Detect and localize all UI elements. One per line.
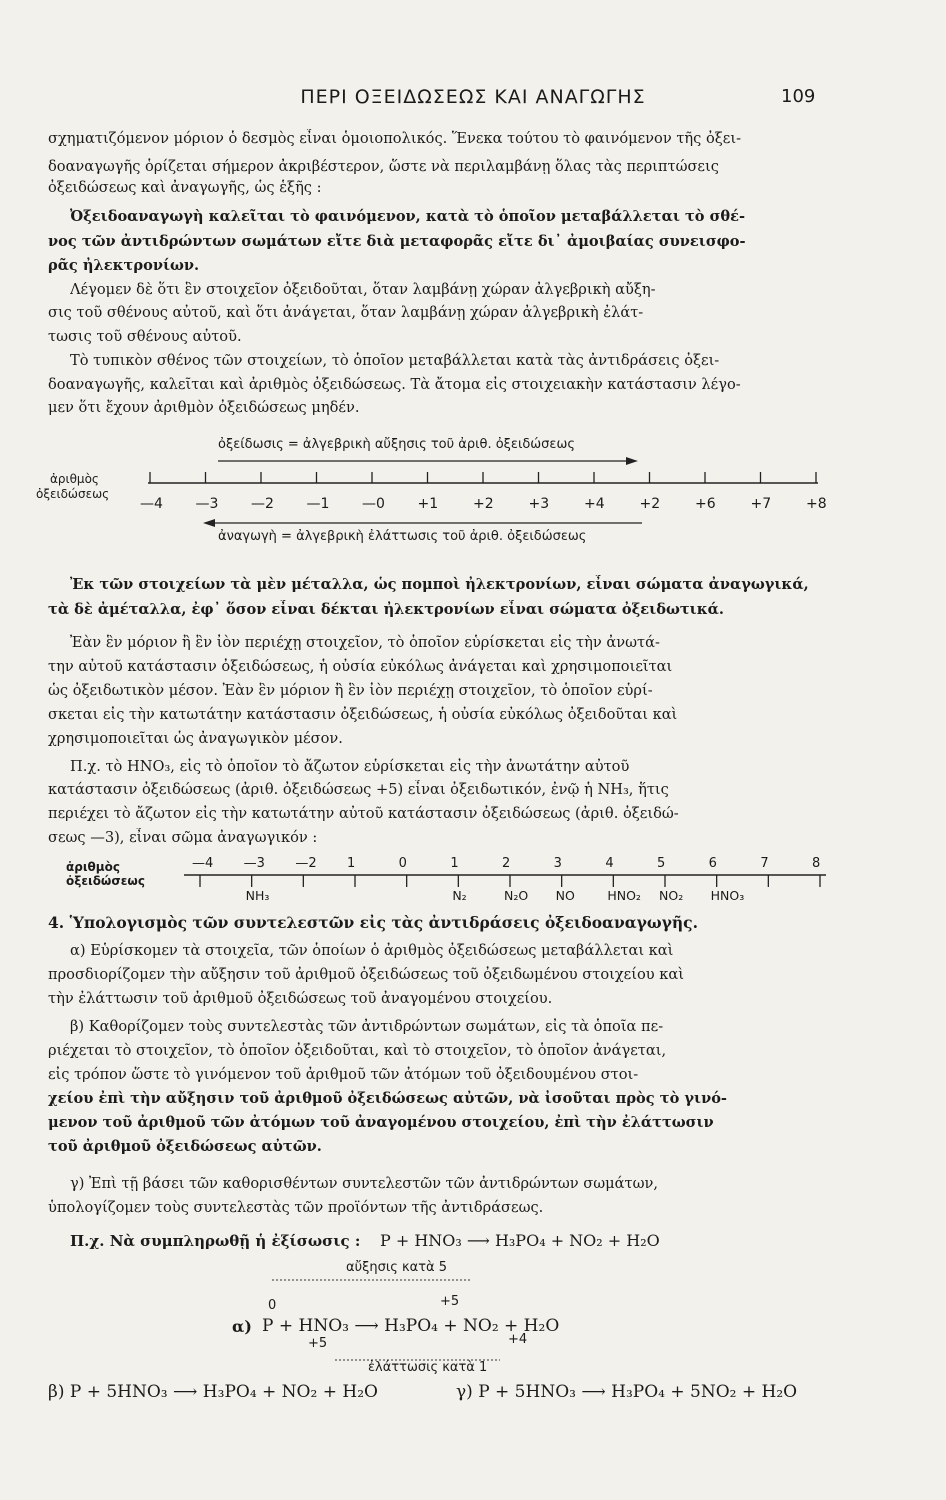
oxidation-caption: ὀξείδωσις = ἀλγεβρικὴ αὔξησις τοῦ ἀριθ. ὀξειδώσεως xyxy=(218,437,575,452)
scale-tick-label: —0 xyxy=(362,496,385,512)
step-c-line: ὑπολογίζομεν τοὺς συντελεστὰς τῶν προϊόντων τῆς ἀντιδράσεως. xyxy=(48,1199,544,1216)
scale2-label-1: ἀριθμὸς xyxy=(66,860,120,874)
example-line: περιέχει τὸ ἄζωτον εἰς τὴν κατωτάτην αὐτοῦ κατάστασιν ὀξειδώσεως (ἀριθ. ὀξειδώ- xyxy=(48,805,679,822)
scale-tick-label: +8 xyxy=(806,496,827,512)
agents-line: Ἐὰν ἓν μόριον ἢ ἓν ἰὸν περιέχῃ στοιχεῖον, τὸ ὁποῖον εὑρίσκεται εἰς τὴν ἀνωτά- xyxy=(70,634,660,651)
section-heading: 4. Ὑπολογισμὸς τῶν συντελεστῶν εἰς τὰς ἀντιδράσεις ὀξειδοαναγωγῆς. xyxy=(48,913,698,932)
scale-tick-label: —1 xyxy=(306,496,330,512)
agents-line: χρησιμοποιεῖται ὡς ἀναγωγικὸν μέσον. xyxy=(48,730,343,747)
metals-line: Ἐκ τῶν στοιχείων τὰ μὲν μέταλλα, ὡς πομποὶ ἠλεκτρονίων, εἶναι σώματα ἀναγωγικά, xyxy=(70,576,809,593)
increase-dotted xyxy=(0,1276,946,1286)
step-a-line: α) Εὑρίσκομεν τὰ στοιχεῖα, τῶν ὁποίων ὁ ἀριθμὸς ὀξειδώσεως μεταβάλλεται καὶ xyxy=(70,942,674,959)
nitrogen-compound-label: NO₂ xyxy=(659,888,684,903)
nitrogen-scale-number: 4 xyxy=(605,856,614,871)
definition-line: ρᾶς ἠλεκτρονίων. xyxy=(48,257,200,274)
definition2-line: σις τοῦ σθένους αὐτοῦ, καὶ ὅτι ἀνάγεται, ὅταν λαμβάνῃ χώραν ἀλγεβρικὴ ἐλάτ- xyxy=(48,304,644,321)
nitrogen-compound-label: N₂O xyxy=(504,888,529,903)
nitrogen-scale-number: 6 xyxy=(708,856,717,871)
nitrogen-scale-number: 1 xyxy=(347,856,356,871)
scale1-label-2: ὀξειδώσεως xyxy=(36,487,110,501)
typical-line: μεν ὅτι ἔχουν ἀριθμὸν ὀξειδώσεως μηδέν. xyxy=(48,399,360,416)
definition2-line: Λέγομεν δὲ ὅτι ἓν στοιχεῖον ὀξειδοῦται, ὅταν λαμβάνῃ χώραν ἀλγεβρικὴ αὔξη- xyxy=(70,281,656,298)
scale2-label-2: ὀξειδώσεως xyxy=(66,874,145,888)
ox-number-P-product: +5 xyxy=(440,1294,460,1309)
step-b-equation: β) P + 5HNO₃ ⟶ H₃PO₄ + NO₂ + H₂O xyxy=(48,1382,378,1402)
scale-tick-label: —4 xyxy=(140,496,163,512)
intro-line: ὀξειδώσεως καὶ ἀναγωγῆς, ὡς ἑξῆς : xyxy=(48,179,322,196)
scale-tick-label: +1 xyxy=(417,496,439,512)
step-a-equation: P + HNO₃ ⟶ H₃PO₄ + NO₂ + H₂O xyxy=(262,1316,560,1336)
nitrogen-scale-number: —4 xyxy=(192,856,214,871)
step-b-line: ριέχεται τὸ στοιχεῖον, τὸ ὁποῖον ὀξειδοῦται, καὶ τὸ στοιχεῖον, τὸ ὁποῖον ἀνάγεται, xyxy=(48,1042,667,1059)
nitrogen-compound-label: N₂ xyxy=(452,888,467,903)
nitrogen-scale-number: 8 xyxy=(812,856,821,871)
metals-line: τὰ δὲ ἀμέταλλα, ἐφ᾽ ὅσον εἶναι δέκται ἠλεκτρονίων εἶναι σώματα ὀξειδωτικά. xyxy=(48,601,724,618)
scale-tick-label: +7 xyxy=(750,496,772,512)
nitrogen-scale-number: 3 xyxy=(553,856,562,871)
typical-line: δοαναγωγῆς, καλεῖται καὶ ἀριθμὸς ὀξειδώσεως. Τὰ ἄτομα εἰς στοιχειακὴν κατάστασιν λέγο- xyxy=(48,376,741,393)
oxidation-arrowhead xyxy=(626,457,638,465)
example-line: κατάστασιν ὀξειδώσεως (ἀριθ. ὀξειδώσεως +5) εἶναι ὀξειδωτικόν, ἐνῷ ἡ NH₃, ἥτις xyxy=(48,781,669,798)
intro-line: δοαναγωγῆς ὁρίζεται σήμερον ἀκριβέστερον, ὥστε νὰ περιλαμβάνῃ ὅλας τὰς περιπτώσεις xyxy=(48,158,719,175)
scale-tick-label: +2 xyxy=(639,496,661,512)
nitrogen-compound-label: HNO₂ xyxy=(607,888,641,903)
example-line: σεως —3), εἶναι σῶμα ἀναγωγικόν : xyxy=(48,829,318,846)
nitrogen-scale-number: 5 xyxy=(657,856,666,871)
agents-line: ὡς ὀξειδωτικὸν μέσον. Ἐὰν ἓν μόριον ἢ ἓν ἰὸν περιέχῃ στοιχεῖον, τὸ ὁποῖον εὑρί- xyxy=(48,682,653,699)
step-c-line: γ) Ἐπὶ τῇ βάσει τῶν καθορισθέντων συντελεστῶν τῶν ἀντιδρώντων σωμάτων, xyxy=(70,1175,658,1192)
step-a-line: προσδιορίζομεν τὴν αὔξησιν τοῦ ἀριθμοῦ ὀξειδώσεως τοῦ ὀξειδωμένου στοιχείου καὶ xyxy=(48,966,684,983)
scale-tick-label: —3 xyxy=(195,496,219,512)
scale-tick-label: —2 xyxy=(251,496,274,512)
scale-tick-label: +4 xyxy=(584,496,605,512)
step-a-label: α) xyxy=(232,1317,252,1336)
scale-tick-label: +3 xyxy=(528,496,550,512)
nitrogen-compound-label: NH₃ xyxy=(245,888,270,903)
example-line: Π.χ. τὸ HNO₃, εἰς τὸ ὁποῖον τὸ ἄζωτον εὑρίσκεται εἰς τὴν ἀνωτάτην αὐτοῦ xyxy=(70,758,630,775)
reduction-caption: ἀναγωγὴ = ἀλγεβρικὴ ἐλάττωσις τοῦ ἀριθ. ὀξειδώσεως xyxy=(218,529,587,544)
nitrogen-scale-number: 1 xyxy=(450,856,459,871)
scale1-label-1: ἀριθμὸς xyxy=(50,472,99,486)
step-b-line: χείου ἐπὶ τὴν αὔξησιν τοῦ ἀριθμοῦ ὀξειδώσεως αὐτῶν, νὰ ἰσοῦται πρὸς τὸ γινό- xyxy=(48,1090,727,1107)
worked-prompt: Π.χ. Νὰ συμπληρωθῇ ἡ ἐξίσωσις : xyxy=(70,1232,361,1250)
running-header: ΠΕΡΙ ΟΞΕΙΔΩΣΕΩΣ ΚΑΙ ΑΝΑΓΩΓΗΣ xyxy=(300,86,646,108)
nitrogen-scale-number: —2 xyxy=(295,856,317,871)
nitrogen-compound-label: HNO₃ xyxy=(710,888,745,903)
step-b-line: εἰς τρόπον ὥστε τὸ γινόμενον τοῦ ἀριθμοῦ τῶν ἀτόμων τοῦ ὀξειδουμένου στοι- xyxy=(48,1066,639,1083)
agents-line: σκεται εἰς τὴν κατωτάτην κατάστασιν ὀξειδώσεως, ἡ οὐσία εὐκόλως ὀξειδοῦται καὶ xyxy=(48,706,678,723)
nitrogen-scale-number: 7 xyxy=(760,856,769,871)
definition-line: Ὀξειδοαναγωγὴ καλεῖται τὸ φαινόμενον, κατὰ τὸ ὁποῖον μεταβάλλεται τὸ σθέ- xyxy=(70,208,746,225)
nitrogen-scale-figure xyxy=(0,860,946,900)
step-c-equation: γ) P + 5HNO₃ ⟶ H₃PO₄ + 5NO₂ + H₂O xyxy=(456,1382,798,1402)
intro-line: σχηματιζόμενον μόριον ὁ δεσμὸς εἶναι ὁμοιοπολικός. Ἕνεκα τούτου τὸ φαινόμενον τῆς ὀξει- xyxy=(48,130,742,147)
ox-number-N-product: +4 xyxy=(508,1332,528,1347)
nitrogen-scale-number: 2 xyxy=(502,856,511,871)
scale-tick-label: +2 xyxy=(473,496,494,512)
step-b-line: τοῦ ἀριθμοῦ ὀξειδώσεως αὐτῶν. xyxy=(48,1138,322,1155)
agents-line: την αὐτοῦ κατάστασιν ὀξειδώσεως, ἡ οὐσία εὐκόλως ἀνάγεται καὶ χρησιμοποιεῖται xyxy=(48,658,673,675)
step-a-line: τὴν ἐλάττωσιν τοῦ ἀριθμοῦ ὀξειδώσεως τοῦ ἀναγομένου στοιχείου. xyxy=(48,990,553,1007)
page-number: 109 xyxy=(781,86,816,107)
worked-equation: P + HNO₃ ⟶ H₃PO₄ + NO₂ + H₂O xyxy=(380,1231,660,1250)
increase-note: αὔξησις κατὰ 5 xyxy=(346,1260,448,1275)
step-b-line: μενον τοῦ ἀριθμοῦ τῶν ἀτόμων τοῦ ἀναγομένου στοιχείου, ἐπὶ τὴν ἐλάττωσιν xyxy=(48,1114,714,1131)
ox-number-P: 0 xyxy=(268,1298,277,1313)
typical-line: Τὸ τυπικὸν σθένος τῶν στοιχείων, τὸ ὁποῖον μεταβάλλεται κατὰ τὰς ἀντιδράσεις ὀξει- xyxy=(70,352,720,369)
ox-number-N-reactant: +5 xyxy=(308,1336,328,1351)
definition2-line: τωσις τοῦ σθένους αὐτοῦ. xyxy=(48,328,242,345)
nitrogen-scale-number: —3 xyxy=(243,856,265,871)
step-b-line: β) Καθορίζομεν τοὺς συντελεστὰς τῶν ἀντιδρώντων σωμάτων, εἰς τὰ ὁποῖα πε- xyxy=(70,1018,664,1035)
definition-line: νος τῶν ἀντιδρώντων σωμάτων εἴτε διὰ μεταφορᾶς εἴτε δι᾽ ἀμοιβαίας συνεισφο- xyxy=(48,233,746,250)
decrease-note: ἐλάττωσις κατὰ 1 xyxy=(368,1360,488,1375)
nitrogen-compound-label: NO xyxy=(555,888,575,903)
nitrogen-scale-number: 0 xyxy=(398,856,407,871)
reduction-arrowhead xyxy=(203,519,215,527)
scale-tick-label: +6 xyxy=(695,496,716,512)
